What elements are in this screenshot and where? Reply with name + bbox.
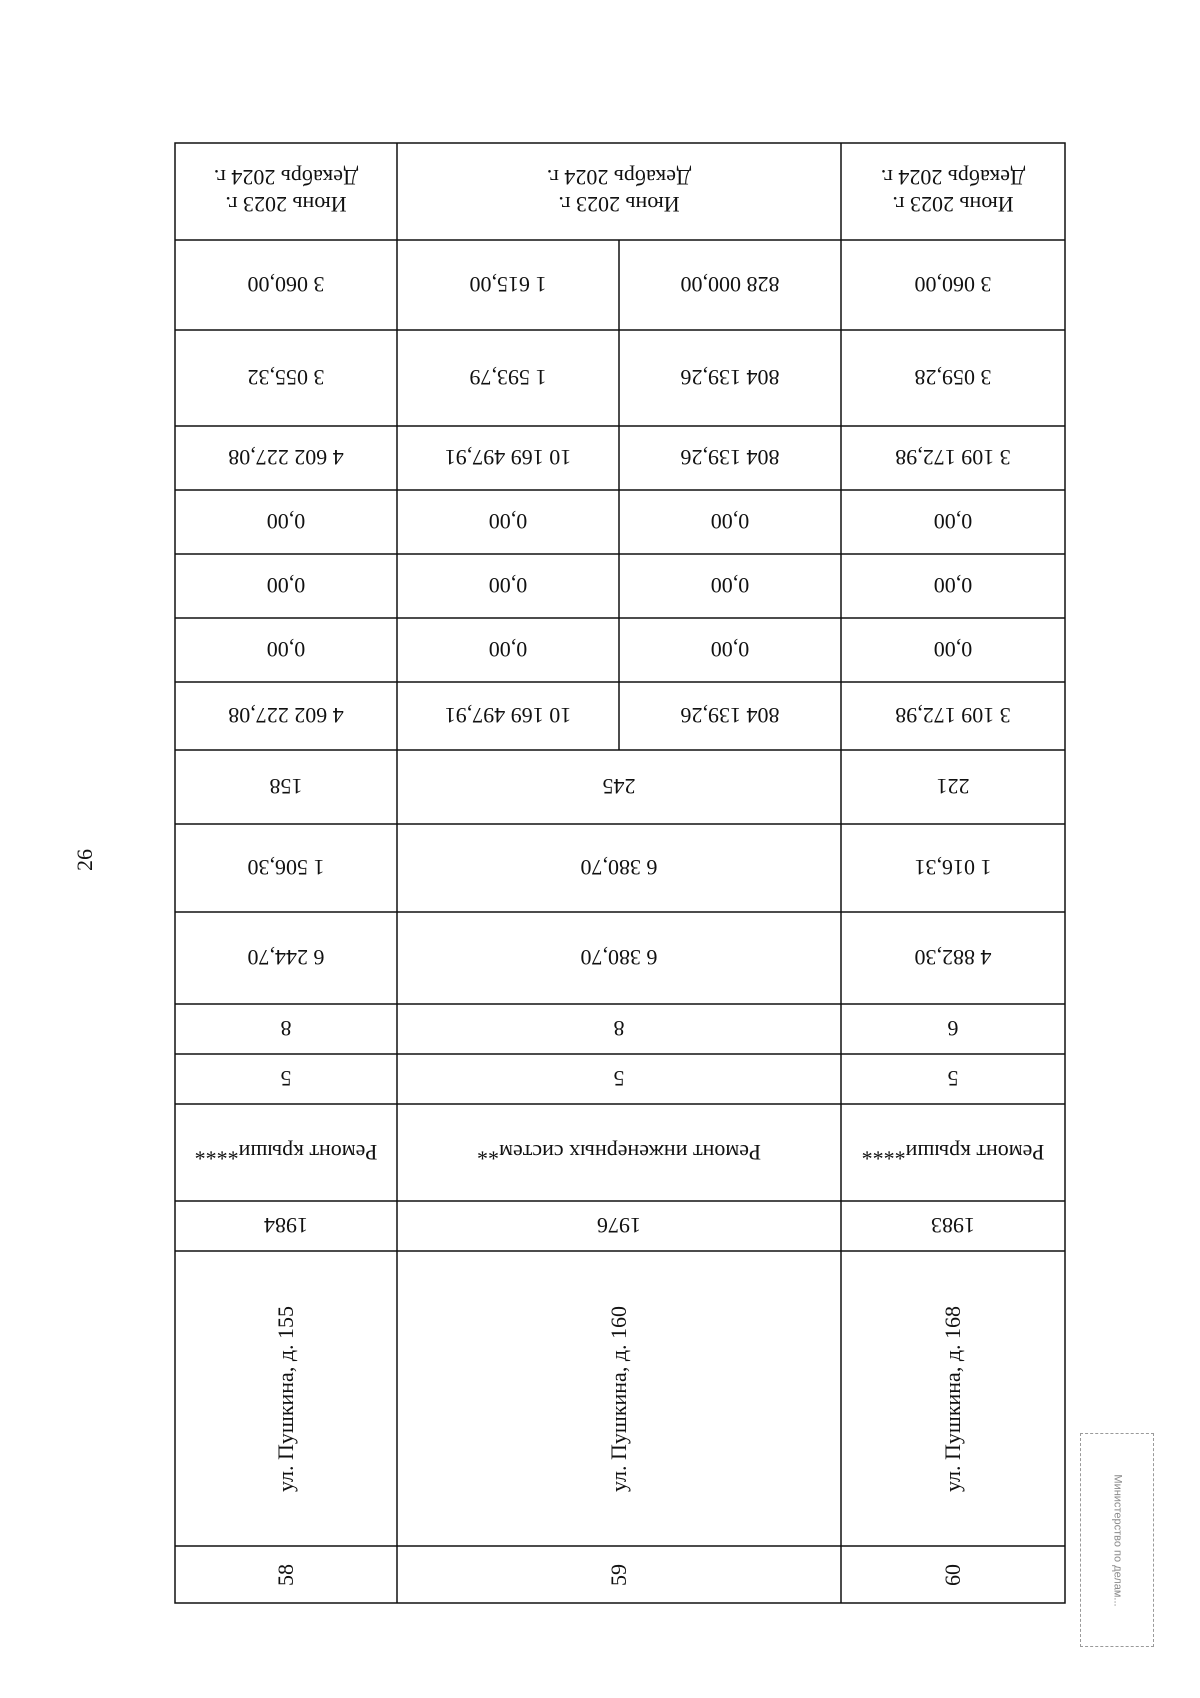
zero-cell: 0,00	[933, 573, 973, 599]
area-cell: 1 016,31	[914, 855, 992, 881]
area-cell: 6 380,70	[580, 855, 658, 881]
work-type-cell: Ремонт крыши****	[861, 1140, 1045, 1165]
address-cell	[175, 1251, 397, 1546]
area-cell: 1 506,30	[247, 855, 325, 881]
rate-cell: 1 593,79	[469, 365, 547, 391]
stamp-text: Министерство по делам...	[1111, 1473, 1124, 1607]
period-cell: Июнь 2023 г. Декабрь 2024 г.	[546, 165, 692, 218]
rate-cell: 3 060,00	[247, 272, 325, 298]
zero-cell: 0,00	[488, 509, 528, 535]
floors-cell: 8	[613, 1016, 625, 1042]
period-cell: Июнь 2023 г. Декабрь 2024 г.	[213, 165, 359, 218]
zero-cell: 0,00	[266, 637, 306, 663]
total-cell: 10 169 497,91	[444, 703, 572, 729]
address-text: ул. Пушкина, д. 155	[272, 1305, 298, 1492]
repair-table	[175, 143, 1065, 1603]
address-text: ул. Пушкина, д. 168	[939, 1305, 965, 1492]
row-number-cell	[841, 1546, 1065, 1603]
period-cell: Июнь 2023 г. Декабрь 2024 г.	[880, 165, 1026, 218]
zero-cell: 0,00	[710, 637, 750, 663]
count-cell: 158	[269, 774, 303, 800]
total-cell: 804 139,26	[680, 703, 780, 729]
address-cell	[841, 1251, 1065, 1546]
total-cell: 804 139,26	[680, 445, 780, 471]
floors-cell: 8	[280, 1016, 292, 1042]
rate-cell: 3 055,32	[247, 365, 325, 391]
total-cell: 3 109 172,98	[895, 703, 1011, 729]
row-number: 60	[940, 1563, 965, 1586]
zero-cell: 0,00	[266, 573, 306, 599]
area-cell: 6 380,70	[580, 945, 658, 971]
zero-cell: 0,00	[933, 509, 973, 535]
work-type-cell: Ремонт инженерных систем**	[477, 1140, 761, 1165]
year-cell: 1984	[264, 1213, 308, 1239]
entrances-cell: 5	[280, 1066, 292, 1092]
total-cell: 3 109 172,98	[895, 445, 1011, 471]
row-number: 59	[606, 1563, 631, 1586]
floors-cell: 6	[947, 1016, 959, 1042]
row-number: 58	[273, 1563, 298, 1586]
work-type-cell: Ремонт крыши****	[194, 1140, 378, 1165]
total-cell: 10 169 497,91	[444, 445, 572, 471]
page-number: 26	[72, 849, 97, 871]
rate-cell: 804 139,26	[680, 365, 780, 391]
year-cell: 1983	[931, 1213, 975, 1239]
area-cell: 6 244,70	[247, 945, 325, 971]
rate-cell: 3 060,00	[914, 272, 992, 298]
count-cell: 221	[936, 774, 970, 800]
area-cell: 4 882,30	[914, 945, 992, 971]
year-cell: 1976	[597, 1213, 641, 1239]
total-cell: 4 602 227,08	[228, 445, 344, 471]
rate-cell: 1 615,00	[469, 272, 547, 298]
zero-cell: 0,00	[488, 573, 528, 599]
address-text: ул. Пушкина, д. 160	[605, 1305, 631, 1492]
rate-cell: 828 000,00	[680, 272, 780, 298]
zero-cell: 0,00	[266, 509, 306, 535]
entrances-cell: 5	[613, 1066, 625, 1092]
count-cell: 245	[602, 774, 636, 800]
address-cell	[397, 1251, 841, 1546]
zero-cell: 0,00	[710, 573, 750, 599]
stamp	[1080, 1433, 1154, 1647]
zero-cell: 0,00	[933, 637, 973, 663]
zero-cell: 0,00	[710, 509, 750, 535]
row-number-cell	[397, 1546, 841, 1603]
total-cell: 4 602 227,08	[228, 703, 344, 729]
entrances-cell: 5	[947, 1066, 959, 1092]
rate-cell: 3 059,28	[914, 365, 992, 391]
zero-cell: 0,00	[488, 637, 528, 663]
row-number-cell	[175, 1546, 397, 1603]
